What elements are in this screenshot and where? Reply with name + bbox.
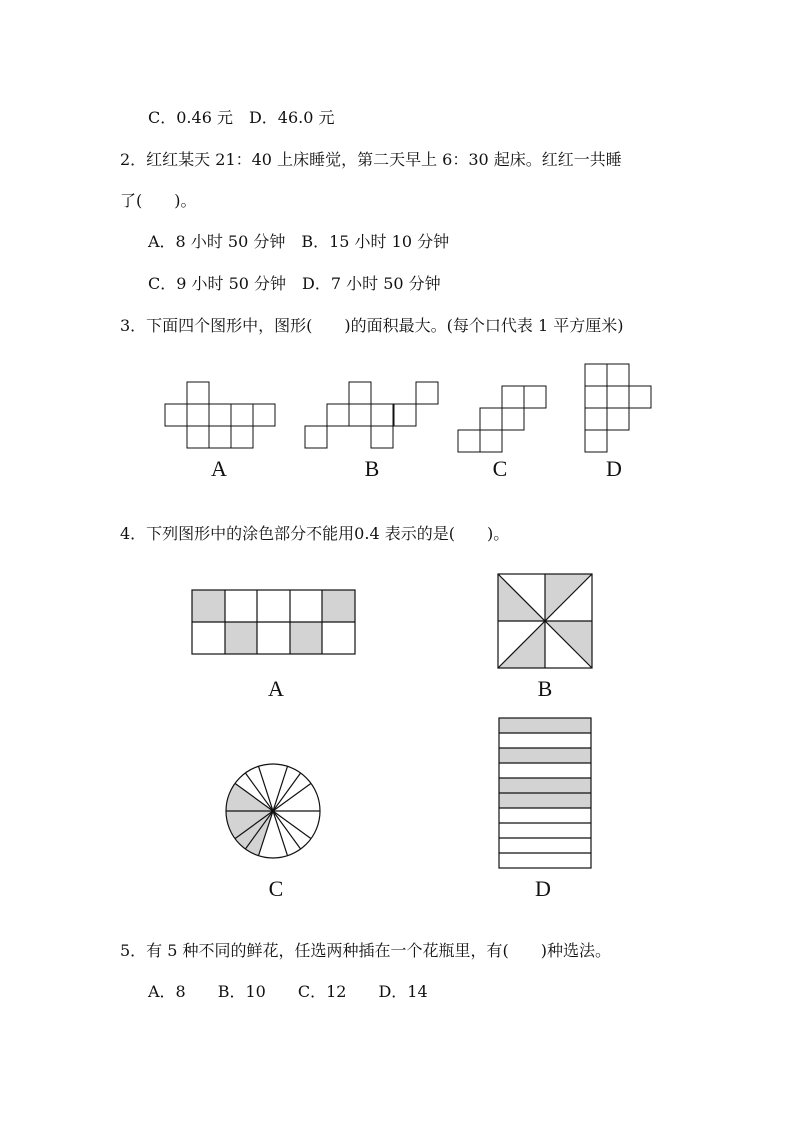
q4-label-c: C xyxy=(268,876,284,901)
q1-options: C．0.46 元 D．46.0 元 xyxy=(148,108,335,127)
q3-label-d: D xyxy=(606,456,622,481)
q5-stem: 5．有 5 种不同的鲜花，任选两种插在一个花瓶里，有( )种选法。 xyxy=(120,941,612,960)
q4-label-a: A xyxy=(268,676,284,701)
q3-label-b: B xyxy=(364,456,380,481)
q2-stem-line2: 了( )。 xyxy=(120,191,197,210)
q4-figure-a xyxy=(192,590,355,654)
q3-figure-a xyxy=(165,382,275,448)
q4-stem: 4．下列图形中的涂色部分不能用0.4 表示的是( )。 xyxy=(120,524,510,543)
q3-label-c: C xyxy=(492,456,508,481)
q4-label-d: D xyxy=(535,876,551,901)
q2-stem-line1: 2．红红某天 21：40 上床睡觉，第二天早上 6：30 起床。红红一共睡 xyxy=(120,150,622,169)
q4-figure-d xyxy=(499,718,591,868)
q2-options-1: A．8 小时 50 分钟 B．15 小时 10 分钟 xyxy=(148,232,450,251)
q3-figure-b xyxy=(305,382,438,448)
q4-figure-c xyxy=(226,764,320,858)
q3-label-a: A xyxy=(211,456,227,481)
q4-label-b: B xyxy=(537,676,553,701)
q3-figure-c xyxy=(458,386,546,452)
q4-figure-b xyxy=(498,574,592,668)
q5-options: A．8 B．10 C．12 D．14 xyxy=(148,982,428,1001)
q2-options-2: C．9 小时 50 分钟 D．7 小时 50 分钟 xyxy=(148,274,441,293)
q3-stem: 3．下面四个图形中，图形( )的面积最大。(每个口代表 1 平方厘米) xyxy=(120,316,624,335)
q3-figure-d xyxy=(585,364,651,452)
